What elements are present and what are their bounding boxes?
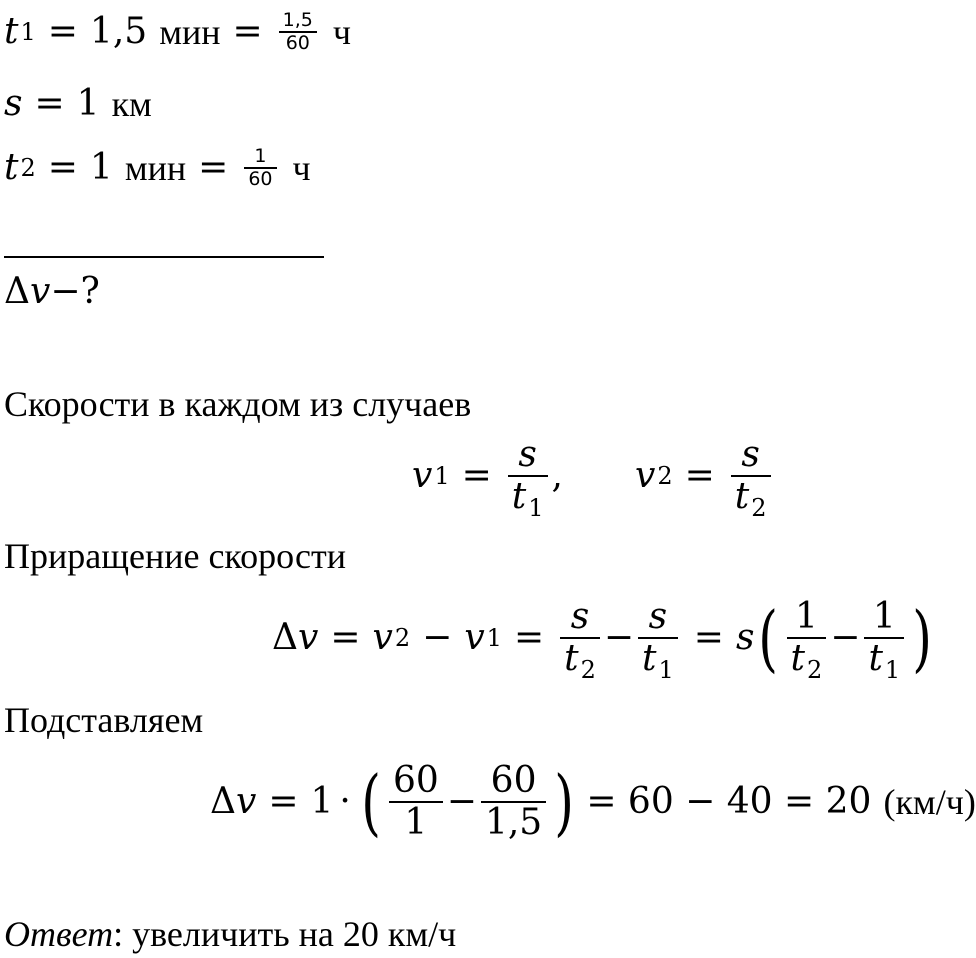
sub-right-paren: ) bbox=[554, 760, 575, 844]
sub-equals: = bbox=[268, 781, 299, 822]
answer-line bbox=[4, 916, 456, 952]
inc-frac2-sub: 1 bbox=[658, 656, 674, 685]
v2-equals: = bbox=[684, 455, 715, 496]
sub-frac-60-1-num: 60 bbox=[392, 760, 439, 802]
find-v: v bbox=[30, 271, 51, 312]
v2-symbol: v bbox=[635, 455, 656, 496]
inc-equals-2: = bbox=[513, 617, 545, 658]
inc-frac-s-t1 bbox=[638, 596, 678, 685]
inc-frac-s-t1-num: s bbox=[648, 596, 668, 638]
v2-den-t: t bbox=[734, 476, 750, 517]
inc-minus-1: − bbox=[422, 617, 453, 658]
answer-label: Ответ bbox=[4, 914, 114, 954]
inc-v: v bbox=[298, 617, 319, 658]
t2-unit: мин bbox=[124, 148, 187, 188]
inc-delta: Δ bbox=[272, 617, 298, 658]
substitute-heading: Подставляем bbox=[4, 700, 204, 740]
inc-v2: v bbox=[372, 617, 393, 658]
v1-denominator bbox=[508, 476, 548, 523]
inc-equals-1: = bbox=[330, 617, 361, 658]
inc-frac4-t: t bbox=[868, 638, 883, 679]
t2-equals: = bbox=[47, 147, 78, 188]
inc-frac1-sub: 2 bbox=[580, 656, 596, 685]
inc-equals-3: = bbox=[693, 617, 724, 658]
s-unit: км bbox=[111, 84, 152, 124]
t2-unit-hours: ч bbox=[292, 148, 311, 188]
inc-frac-1-t2-num: 1 bbox=[794, 596, 818, 638]
inc-frac2-t: t bbox=[642, 638, 657, 679]
given-t2: t 2 = 1 мин = $\frac{1}{60}$ ч bbox=[4, 145, 311, 190]
t2-value: 1 bbox=[89, 147, 113, 188]
t2-fraction-denominator: 60 bbox=[248, 168, 273, 190]
inc-frac-1-t2 bbox=[787, 596, 827, 685]
inc-frac-1-t1 bbox=[864, 596, 904, 685]
t1-symbol: t bbox=[4, 11, 19, 52]
sub-delta: Δ bbox=[210, 781, 236, 822]
v2-fraction bbox=[731, 434, 771, 523]
given-t1: t 1 = 1,5 мин = $\frac{1,5}{60}$ ч bbox=[4, 9, 351, 54]
inc-frac-s-t2-den bbox=[560, 638, 600, 685]
sub-unit: (км/ч) bbox=[883, 782, 976, 822]
t2-fraction-numerator: 1 bbox=[254, 145, 267, 168]
sub-frac-60-1-5 bbox=[481, 761, 546, 842]
s-value: 1 bbox=[76, 83, 100, 124]
v2-den-sub: 2 bbox=[751, 494, 767, 523]
speeds-comma: , bbox=[551, 455, 563, 496]
t1-equals-2: = bbox=[232, 11, 263, 52]
inc-frac1-t: t bbox=[564, 638, 579, 679]
t1-fraction bbox=[279, 10, 317, 54]
t2-fraction bbox=[244, 146, 276, 190]
inc-frac-s-t2-num: s bbox=[570, 596, 590, 638]
inc-frac4-sub: 1 bbox=[884, 656, 901, 685]
find-delta: Δ bbox=[4, 271, 30, 312]
v1-fraction bbox=[508, 434, 548, 523]
inc-right-paren: ) bbox=[912, 596, 933, 680]
substitution-formula bbox=[210, 752, 976, 852]
t1-fraction-denominator: 60 bbox=[285, 32, 310, 54]
sub-v: v bbox=[236, 781, 257, 822]
sub-frac-60-1-den: 1 bbox=[404, 802, 428, 843]
v1-equals: = bbox=[461, 455, 492, 496]
inc-minus-2: − bbox=[603, 617, 635, 658]
sub-left-paren: ( bbox=[361, 760, 381, 844]
answer-text: : увеличить на 20 км/ч bbox=[113, 914, 457, 954]
sub-result: = 60 − 40 = 20 bbox=[586, 781, 872, 822]
s-equals: = bbox=[34, 83, 65, 124]
inc-s-factor: s bbox=[735, 617, 755, 658]
sub-minus: − bbox=[446, 781, 477, 822]
sub-frac-60-1-5-num: 60 bbox=[490, 760, 537, 802]
find-delta-v bbox=[4, 272, 100, 312]
given-divider-line bbox=[4, 256, 324, 258]
s-symbol: s bbox=[4, 83, 23, 124]
t1-unit: мин bbox=[159, 12, 221, 52]
v2-denominator bbox=[731, 476, 771, 523]
v2-numerator: s bbox=[741, 434, 760, 476]
inc-frac-1-t1-den bbox=[864, 638, 904, 685]
inc-frac3-t: t bbox=[790, 638, 805, 679]
sub-one: 1 bbox=[310, 781, 334, 822]
increment-formula: Δ v = v 2 − v 1 = $\frac{s}{t_2}$ − $\frac{s}{t_1}$ = s ( $\frac{1}{t_2}$ − $\frac{1}{t_1}$ ) bbox=[272, 596, 933, 685]
v1-den-t: t bbox=[511, 476, 527, 517]
speeds-heading: Скорости в каждом из случаев bbox=[4, 384, 472, 424]
sub-frac-60-1-5-den: 1,5 bbox=[484, 802, 543, 843]
inc-frac3-sub: 2 bbox=[807, 656, 823, 685]
t1-unit-hours: ч bbox=[332, 12, 351, 52]
t2-equals-2: = bbox=[198, 147, 229, 188]
find-question: −? bbox=[50, 271, 100, 312]
increment-heading: Приращение скорости bbox=[4, 536, 346, 576]
given-s bbox=[4, 84, 152, 124]
inc-minus-3: − bbox=[830, 617, 861, 658]
v1-symbol: v bbox=[412, 455, 433, 496]
inc-v1: v bbox=[464, 617, 485, 658]
t2-symbol: t bbox=[4, 147, 19, 188]
sub-dot: · bbox=[339, 781, 351, 822]
inc-frac-s-t1-den bbox=[638, 638, 678, 685]
inc-frac-s-t2 bbox=[560, 596, 600, 685]
inc-left-paren: ( bbox=[758, 596, 779, 680]
sub-frac-60-1 bbox=[389, 761, 443, 842]
inc-frac-1-t1-num: 1 bbox=[872, 596, 896, 638]
t1-equals: = bbox=[47, 11, 78, 52]
v1-numerator: s bbox=[518, 434, 537, 476]
speeds-formula: v 1 = $\frac{s}{t_1}$ , v 2 = $\frac{s}{t_2}$ bbox=[412, 430, 775, 522]
t1-value: 1,5 bbox=[89, 11, 148, 52]
v1-den-sub: 1 bbox=[528, 494, 544, 523]
t1-fraction-numerator: 1,5 bbox=[282, 9, 313, 32]
inc-frac-1-t2-den bbox=[787, 638, 827, 685]
